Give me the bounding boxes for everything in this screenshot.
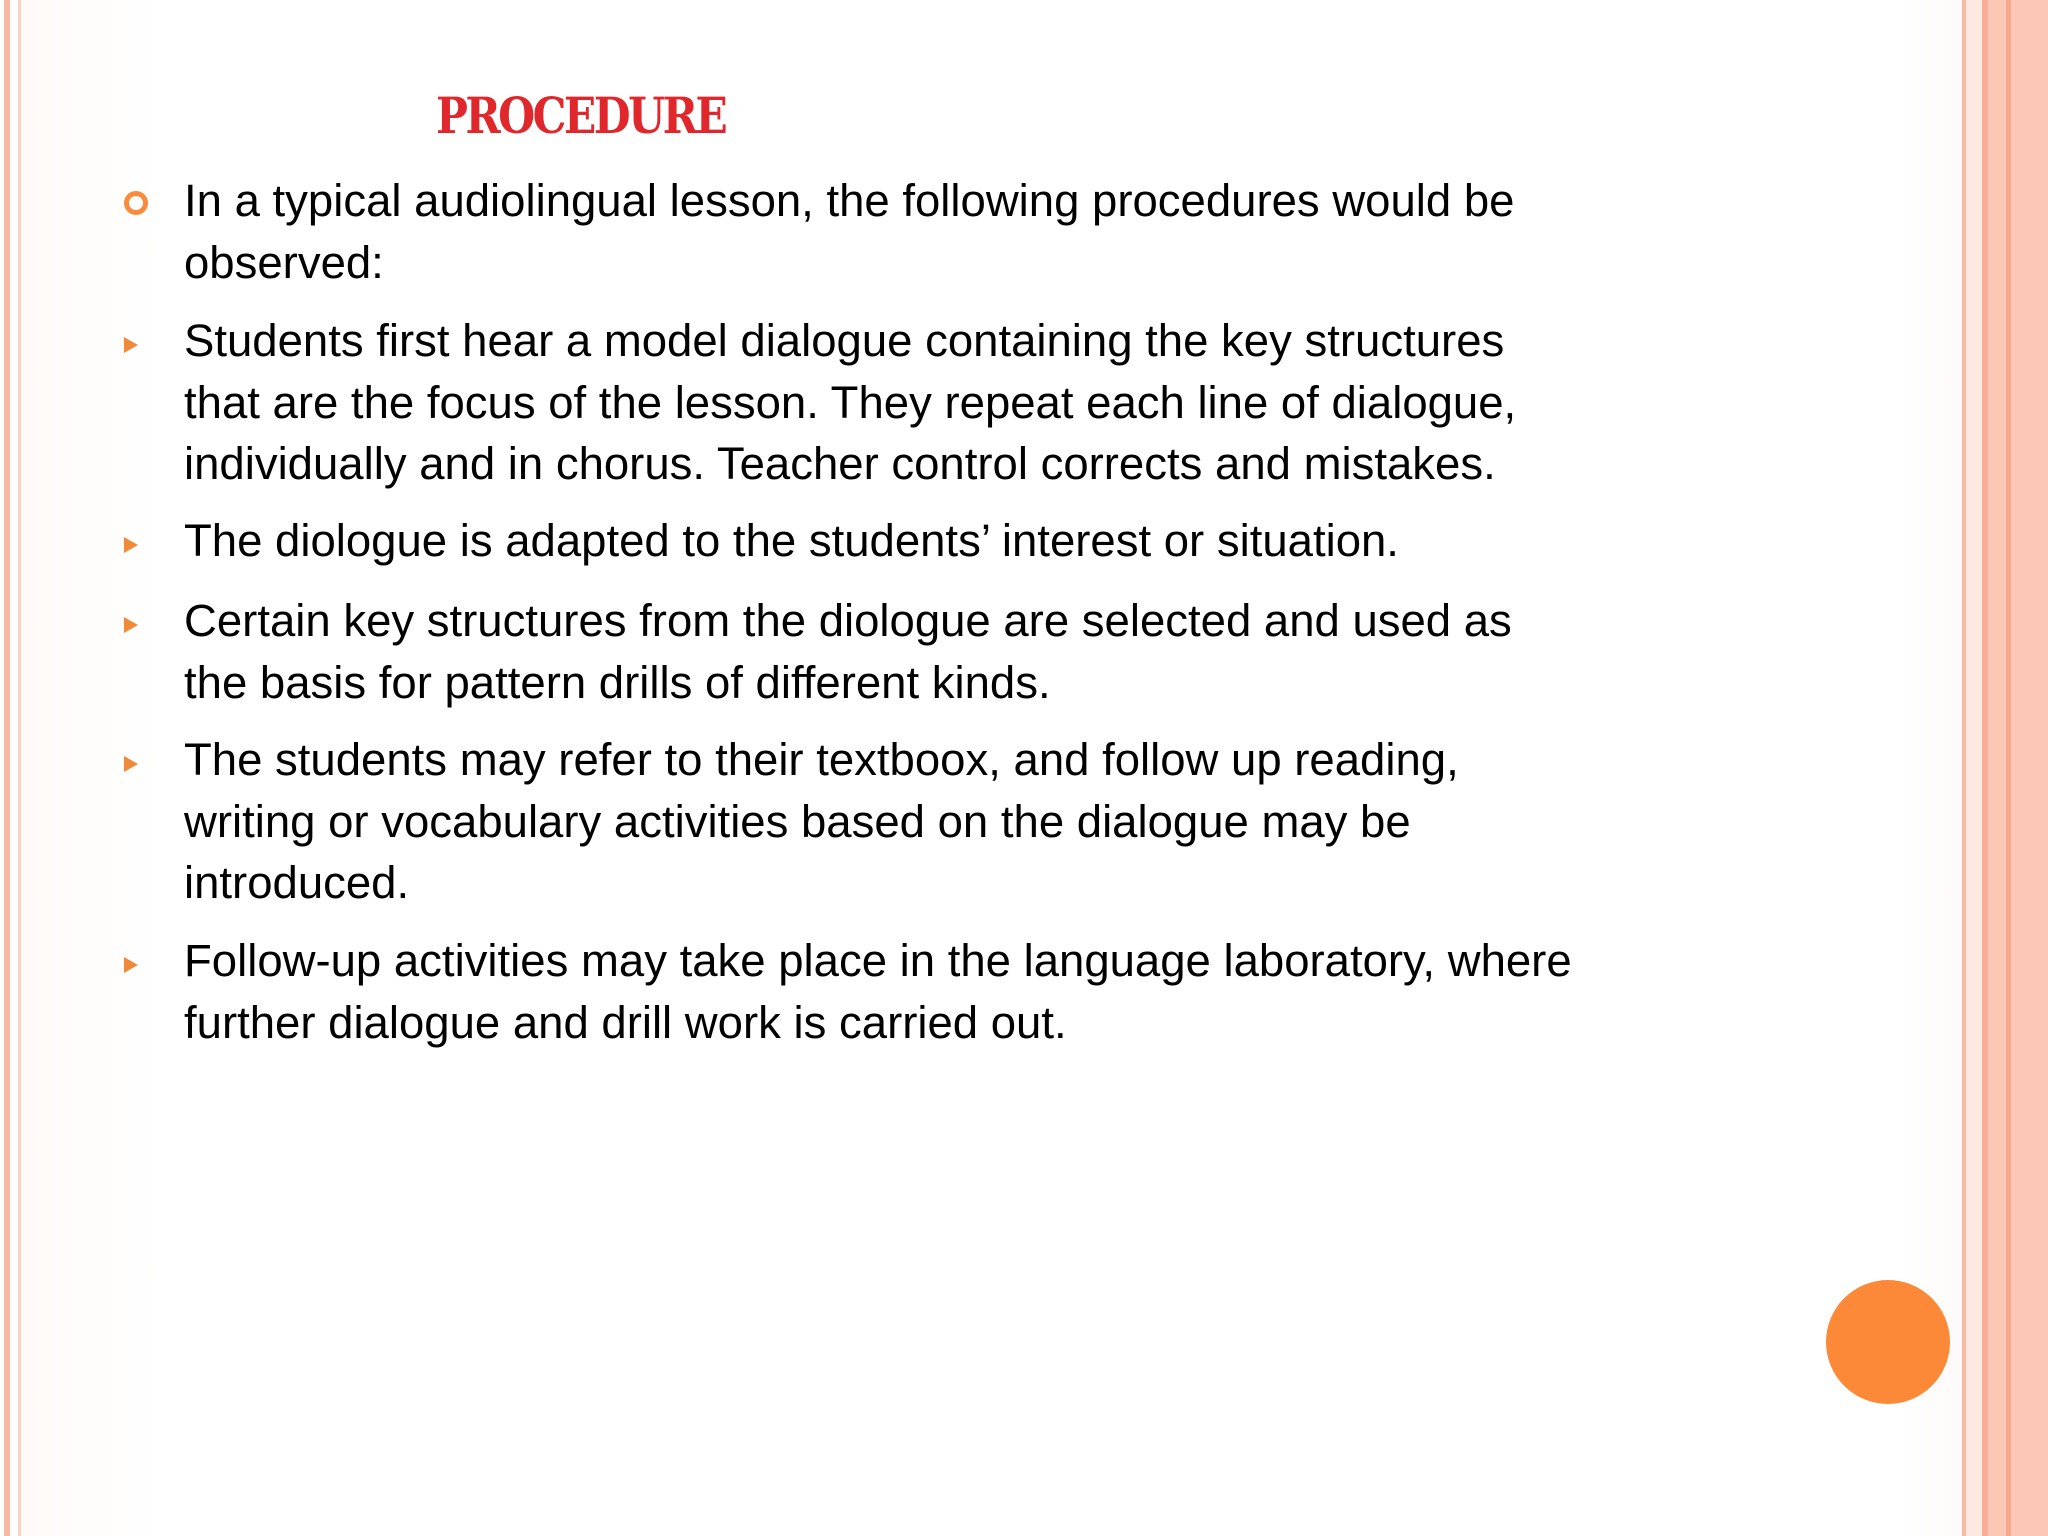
- left-border-shade: [21, 0, 161, 1536]
- arrow-bullet-icon: [124, 756, 138, 772]
- bullet-line: Certain key structures from the diologue are selected and used as: [184, 595, 1512, 646]
- bullet-line: individually and in chorus. Teacher control corrects and mistakes.: [184, 438, 1496, 489]
- arrow-bullet-icon: [124, 537, 138, 553]
- arrow-bullet-icon: [124, 617, 138, 633]
- bullet-line: further dialogue and drill work is carried out.: [184, 996, 1067, 1048]
- bullet-line: Students first hear a model dialogue containing the key structures: [184, 315, 1505, 366]
- bullet-item-4: [184, 590, 1744, 713]
- bullet-line: observed:: [184, 236, 384, 288]
- bullet-line: In a typical audiolingual lesson, the following procedures would be: [184, 175, 1515, 226]
- right-border-gap: [1966, 0, 1982, 1536]
- right-border-line-3: [2006, 0, 2011, 1536]
- bullet-item-2: [184, 310, 1744, 495]
- bullet-line: that are the focus of the lesson. They repeat each line of dialogue,: [184, 376, 1517, 428]
- bullet-line: The diologue is adapted to the students’ interest or situation.: [184, 515, 1399, 566]
- bullet-line: Follow-up activities may take place in the language laboratory, where: [184, 935, 1572, 986]
- bullet-line: introduced.: [184, 857, 410, 908]
- left-border-line: [4, 0, 10, 1536]
- arrow-bullet-icon: [124, 957, 138, 973]
- bullet-line: The students may refer to their textboox, and follow up reading,: [184, 734, 1459, 785]
- bullet-item-5: [184, 729, 1744, 914]
- ring-bullet-icon: [124, 191, 148, 215]
- arrow-bullet-icon: [124, 337, 138, 353]
- bullet-item-1: [184, 170, 1744, 293]
- bullet-line: writing or vocabulary activities based on the dialogue may be: [184, 795, 1411, 847]
- right-border-band: [1988, 0, 2048, 1536]
- bullet-item-6: [184, 930, 1744, 1053]
- bullet-item-3: [184, 510, 1744, 572]
- bullet-line: the basis for pattern drills of different kinds.: [184, 656, 1051, 708]
- slide-title: PROCEDURE: [436, 86, 726, 145]
- orange-circle-decoration: [1826, 1280, 1950, 1404]
